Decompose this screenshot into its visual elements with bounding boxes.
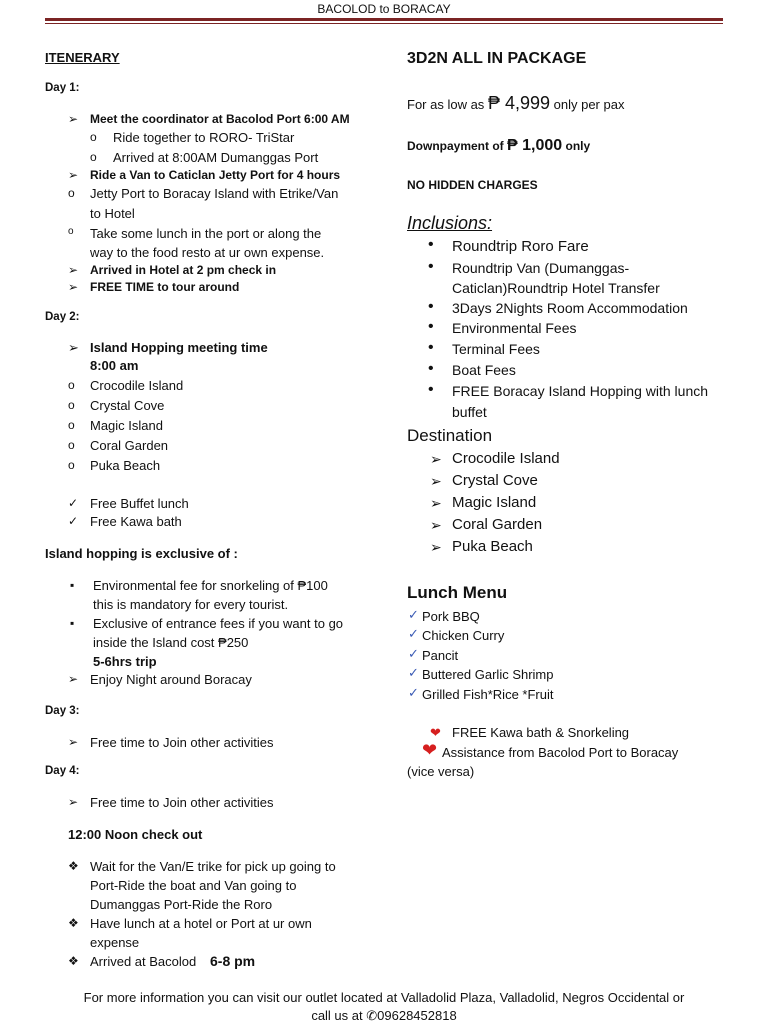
island-item: Coral Garden (90, 438, 169, 453)
lunch-item: Grilled Fish*Rice *Fruit (422, 687, 554, 702)
island-item: Magic Island (90, 418, 163, 433)
checkmark-icon (408, 646, 419, 662)
arrow-bullet-icon (430, 517, 442, 534)
inclusion-item: buffet (452, 404, 487, 420)
diamond-bullet-icon (68, 859, 79, 873)
destination-item: Magic Island (452, 494, 537, 511)
island-item: Crystal Cove (90, 398, 165, 413)
arrow-bullet-icon (68, 735, 78, 749)
header-rule-thin (45, 23, 723, 24)
island-item: Crocodile Island (90, 378, 184, 393)
heart-icon: ❤ (422, 740, 438, 760)
package-title: 3D2N ALL IN PACKAGE (407, 50, 587, 67)
dot-bullet-icon (428, 381, 434, 399)
day1-item: Take some lunch in the port or along the (90, 226, 322, 241)
extra-item: (vice versa) (407, 764, 475, 779)
day1-item: to Hotel (90, 206, 135, 221)
lunch-item: Buttered Garlic Shrimp (422, 667, 554, 682)
day4-step: Dumanggas Port-Ride the Roro (90, 897, 273, 912)
checkout-time: 12:00 Noon check out (68, 827, 203, 842)
footer-contact (0, 1008, 768, 1024)
document-title: BACOLOD to BORACAY (317, 2, 451, 16)
inclusion-item: Boat Fees (452, 362, 516, 378)
inclusion-item: Terminal Fees (452, 341, 540, 357)
day1-item: FREE TIME to tour around (90, 280, 240, 294)
downpayment-amount: ₱ 1,000 (507, 137, 563, 154)
checkmark-icon (408, 665, 419, 681)
exclusive-title: Island hopping is exclusive of : (45, 546, 238, 561)
day3-item: Free time to Join other activities (90, 735, 274, 750)
square-bullet-icon (70, 616, 74, 630)
day2-label: Day 2: (45, 311, 80, 323)
destination-title: Destination (407, 426, 493, 445)
destination-item: Crystal Cove (452, 472, 538, 489)
inclusions-title: Inclusions: (407, 213, 493, 233)
arrow-bullet-icon (68, 340, 79, 356)
day4-step: expense (90, 935, 140, 950)
day4-step: Wait for the Van/E trike for pick up going to (90, 859, 336, 874)
exclusive-item: Exclusive of entrance fees if you want to go (93, 616, 344, 631)
diamond-bullet-icon (68, 954, 79, 968)
day1-item: Arrived at 8:00AM Dumanggas Port (113, 150, 319, 165)
trip-duration: 5-6hrs trip (93, 654, 157, 669)
exclusive-item: inside the Island cost ₱250 (93, 635, 249, 650)
price-line (407, 93, 624, 114)
destination-item: Coral Garden (452, 516, 543, 533)
day1-item: way to the food resto at ur own expense. (90, 245, 325, 260)
inclusion-item: Environmental Fees (452, 320, 577, 336)
dot-bullet-icon (428, 298, 434, 316)
price-amount: ₱ 4,999 (487, 93, 550, 113)
arrow-bullet-icon (68, 263, 78, 277)
inclusion-item: FREE Boracay Island Hopping with lunch (452, 383, 709, 399)
day1-item: Ride together to RORO- TriStar (113, 130, 295, 145)
circle-bullet-icon (68, 226, 74, 237)
dot-bullet-icon (428, 318, 434, 336)
circle-bullet-icon (68, 378, 75, 392)
destination-item: Puka Beach (452, 538, 533, 555)
lunch-menu-title: Lunch Menu (407, 583, 508, 602)
circle-bullet-icon (68, 438, 75, 452)
day4-step: Port-Ride the boat and Van going to (90, 878, 297, 893)
lunch-item: Pork BBQ (422, 609, 480, 624)
price-prefix: For as low as (407, 97, 485, 112)
hopping-time: 8:00 am (90, 358, 139, 373)
day1-item: Jetty Port to Boracay Island with Etrike/Van (90, 186, 339, 201)
heart-icon: ❤ (430, 725, 441, 740)
extra-item: FREE Kawa bath & Snorkeling (452, 725, 630, 740)
day4-step: Have lunch at a hotel or Port at ur own (90, 916, 312, 931)
itinerary-title: ITENERARY (45, 50, 120, 65)
footer-info: For more information you can visit our outlet located at Valladolid Plaza, Valladolid, Negros Occidental or (83, 990, 685, 1005)
lunch-item: Pancit (422, 648, 459, 663)
arrow-bullet-icon (430, 495, 442, 512)
night-item: Enjoy Night around Boracay (90, 672, 252, 687)
footer-call-prefix: call us at (311, 1008, 363, 1023)
circle-bullet-icon (68, 398, 75, 412)
day3-label: Day 3: (45, 705, 80, 717)
header-rule-thick (45, 18, 723, 21)
arrow-bullet-icon (430, 473, 442, 490)
day1-item: Meet the coordinator at Bacolod Port 6:00 AM (90, 112, 350, 126)
day1-item: Ride a Van to Caticlan Jetty Port for 4 hours (90, 168, 341, 182)
price-suffix: only per pax (553, 97, 625, 112)
circle-bullet-icon (68, 458, 75, 472)
phone-icon: ✆ (366, 1008, 378, 1023)
inclusion-item: Roundtrip Van (Dumanggas- (452, 260, 630, 276)
arrow-bullet-icon (68, 795, 78, 809)
dot-bullet-icon (428, 236, 434, 254)
dot-bullet-icon (428, 258, 434, 276)
arrow-bullet-icon (68, 672, 78, 686)
arrow-bullet-icon (68, 280, 78, 294)
downpayment-suffix: only (565, 139, 591, 153)
circle-bullet-icon (68, 186, 75, 200)
day1-label: Day 1: (45, 82, 80, 94)
downpayment-line (407, 137, 590, 155)
freebie-item: Free Buffet lunch (90, 496, 189, 511)
island-item: Puka Beach (90, 458, 161, 473)
dot-bullet-icon (428, 339, 434, 357)
freebie-item: Free Kawa bath (90, 514, 182, 529)
phone-number: 09628452818 (377, 1008, 457, 1023)
dot-bullet-icon (428, 360, 434, 378)
no-hidden-charges: NO HIDDEN CHARGES (407, 178, 538, 192)
day1-item: Arrived in Hotel at 2 pm check in (90, 263, 277, 277)
inclusion-item: Caticlan)Roundtrip Hotel Transfer (452, 280, 660, 296)
checkmark-icon (408, 685, 419, 701)
circle-bullet-icon (90, 150, 97, 164)
diamond-bullet-icon (68, 916, 79, 930)
exclusive-item: Environmental fee for snorkeling of ₱100 (93, 578, 328, 593)
lunch-item: Chicken Curry (422, 628, 505, 643)
destination-item: Crocodile Island (452, 450, 560, 467)
day4-label: Day 4: (45, 765, 80, 777)
exclusive-item: this is mandatory for every tourist. (93, 597, 289, 612)
arrival-time: 6-8 pm (210, 953, 256, 969)
circle-bullet-icon (90, 130, 97, 144)
inclusion-item: 3Days 2Nights Room Accommodation (452, 300, 688, 316)
arrow-bullet-icon (430, 451, 442, 468)
downpayment-prefix: Downpayment of (407, 139, 504, 153)
circle-bullet-icon (68, 418, 75, 432)
square-bullet-icon (70, 578, 74, 592)
checkmark-icon (68, 496, 78, 510)
checkmark-icon (68, 514, 78, 528)
hopping-title: Island Hopping meeting time (90, 340, 268, 355)
arrow-bullet-icon (68, 168, 78, 182)
day4-step: Arrived at Bacolod (90, 954, 197, 969)
day4-item: Free time to Join other activities (90, 795, 274, 810)
arrow-bullet-icon (68, 112, 78, 126)
checkmark-icon (408, 607, 419, 623)
arrow-bullet-icon (430, 539, 442, 556)
extra-item: Assistance from Bacolod Port to Boracay (442, 745, 679, 760)
checkmark-icon (408, 626, 419, 642)
inclusion-item: Roundtrip Roro Fare (452, 238, 589, 255)
